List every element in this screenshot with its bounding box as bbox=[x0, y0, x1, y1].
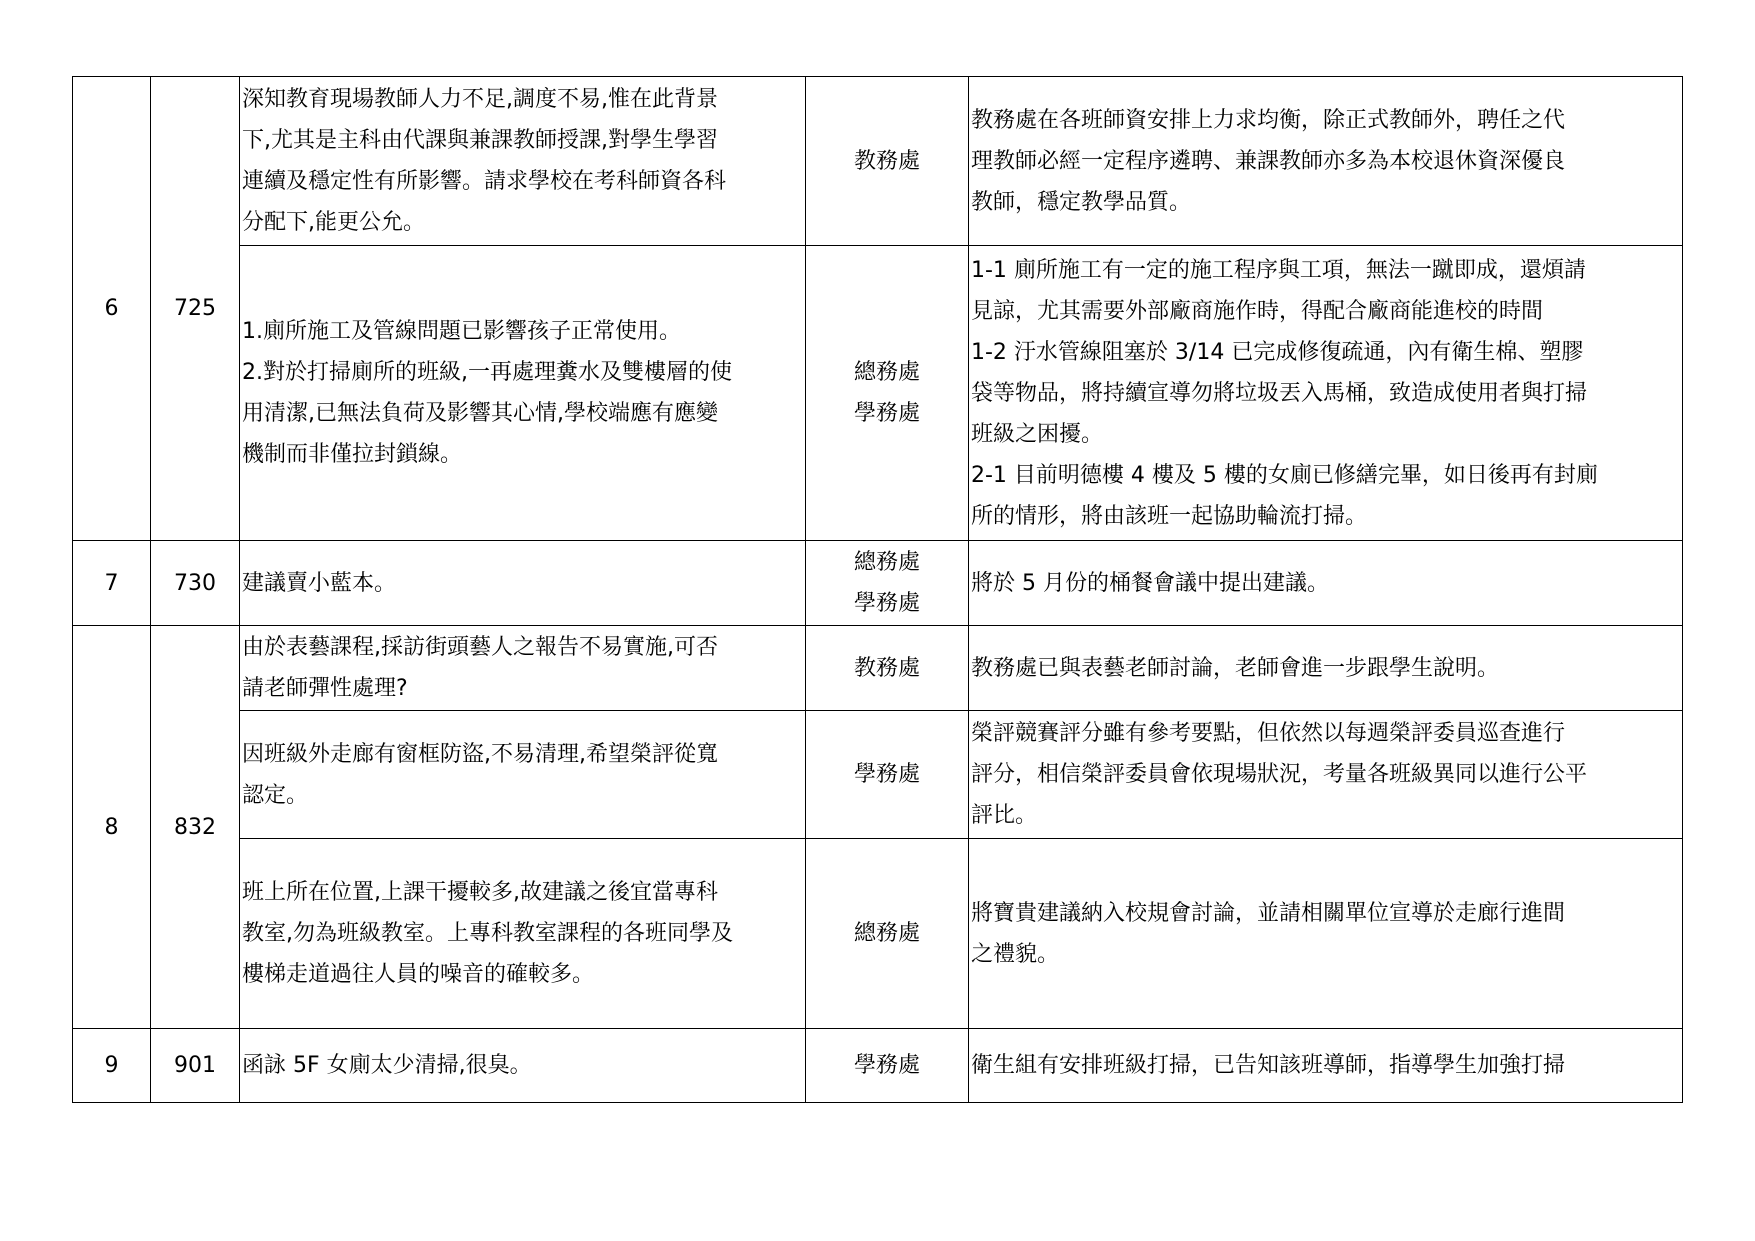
row-number-cell bbox=[73, 77, 151, 541]
response-line: 理教師必經一定程序遴聘、兼課教師亦多為本校退休資深優良 bbox=[971, 148, 1566, 174]
row-number: 8 bbox=[104, 814, 119, 840]
class-number: 832 bbox=[174, 814, 216, 840]
response-line: 將寶貴建議納入校規會討論，並請相關單位宣導於走廊行進間 bbox=[971, 900, 1566, 926]
question-line: 班上所在位置,上課干擾較多,故建議之後宜當專科 bbox=[242, 880, 718, 905]
suggestion-table bbox=[72, 76, 1683, 1103]
class-cell bbox=[151, 541, 240, 626]
response-line: 評分，相信榮評委員會依現場狀況，考量各班級異同以進行公平 bbox=[971, 762, 1588, 787]
question-cell bbox=[240, 626, 806, 711]
class-number: 725 bbox=[174, 296, 216, 321]
question-cell bbox=[240, 541, 806, 626]
question-line: 用清潔,已無法負荷及影響其心情,學校端應有應變 bbox=[242, 401, 718, 426]
response-cell bbox=[969, 246, 1683, 541]
response-line: 班級之困擾。 bbox=[971, 421, 1104, 447]
row-number-cell bbox=[73, 626, 151, 1029]
question-line: 2.對於打掃廁所的班級,一再處理糞水及雙樓層的使 bbox=[242, 360, 732, 385]
question-cell bbox=[240, 77, 806, 246]
question-line: 深知教育現場教師人力不足,調度不易,惟在此背景 bbox=[242, 87, 718, 112]
row-number-cell bbox=[73, 1029, 151, 1103]
response-line: 教務處已與表藝老師討論，老師會進一步跟學生說明。 bbox=[971, 655, 1500, 681]
department-cell bbox=[806, 711, 969, 839]
question-line: 建議賣小藍本。 bbox=[242, 570, 397, 596]
question-line: 函詠 5F 女廁太少清掃,很臭。 bbox=[242, 1053, 532, 1078]
department-name: 總務處 bbox=[853, 921, 920, 946]
question-line: 認定。 bbox=[242, 782, 309, 808]
department-cell bbox=[806, 541, 969, 626]
table-row bbox=[73, 839, 1683, 1029]
question-cell bbox=[240, 839, 806, 1029]
response-line: 將於 5 月份的桶餐會議中提出建議。 bbox=[971, 570, 1329, 596]
question-line: 下,尤其是主科由代課與兼課教師授課,對學生學習 bbox=[242, 128, 718, 153]
response-line: 教師，穩定教學品質。 bbox=[971, 189, 1192, 215]
response-line: 評比。 bbox=[971, 803, 1038, 828]
row-number: 6 bbox=[104, 296, 119, 321]
response-cell bbox=[969, 839, 1683, 1029]
department-name: 總務處 bbox=[853, 550, 920, 575]
department-name: 學務處 bbox=[853, 591, 920, 616]
question-line: 分配下,能更公允。 bbox=[242, 210, 425, 235]
table-row bbox=[73, 541, 1683, 626]
response-line: 所的情形，將由該班一起協助輪流打掃。 bbox=[971, 503, 1368, 529]
row-number: 9 bbox=[104, 1053, 119, 1078]
question-line: 教室,勿為班級教室。上專科教室課程的各班同學及 bbox=[242, 921, 733, 946]
question-line: 1.廁所施工及管線問題已影響孩子正常使用。 bbox=[242, 319, 681, 344]
table-body bbox=[73, 77, 1683, 1103]
department-cell bbox=[806, 839, 969, 1029]
row-number: 7 bbox=[104, 570, 119, 596]
table-row bbox=[73, 626, 1683, 711]
question-line: 由於表藝課程,採訪街頭藝人之報告不易實施,可否 bbox=[242, 635, 718, 660]
class-number: 730 bbox=[174, 570, 216, 596]
row-number-cell bbox=[73, 541, 151, 626]
department-name: 學務處 bbox=[853, 762, 920, 787]
response-line: 袋等物品，將持續宣導勿將垃圾丟入馬桶，致造成使用者與打掃 bbox=[971, 380, 1588, 406]
response-line: 見諒，尤其需要外部廠商施作時，得配合廠商能進校的時間 bbox=[971, 298, 1544, 324]
response-cell bbox=[969, 1029, 1683, 1103]
question-line: 樓梯走道過往人員的噪音的確較多。 bbox=[242, 962, 595, 987]
department-name: 學務處 bbox=[853, 401, 920, 426]
response-line: 2-1 目前明德樓 4 樓及 5 樓的女廁已修繕完畢，如日後再有封廁 bbox=[971, 462, 1598, 488]
response-line: 之禮貌。 bbox=[971, 941, 1060, 967]
table-row bbox=[73, 1029, 1683, 1103]
response-line: 衛生組有安排班級打掃，已告知該班導師，指導學生加強打掃 bbox=[971, 1053, 1566, 1078]
department-cell bbox=[806, 1029, 969, 1103]
department-cell bbox=[806, 77, 969, 246]
response-line: 1-1 廁所施工有一定的施工程序與工項，無法一蹴即成，還煩請 bbox=[971, 257, 1586, 283]
department-name: 教務處 bbox=[853, 148, 920, 174]
response-cell bbox=[969, 541, 1683, 626]
question-line: 因班級外走廊有窗框防盜,不易清理,希望榮評從寬 bbox=[242, 741, 718, 767]
response-line: 1-2 汙水管線阻塞於 3/14 已完成修復疏通，內有衛生棉、塑膠 bbox=[971, 339, 1584, 365]
department-name: 總務處 bbox=[853, 360, 920, 385]
department-cell bbox=[806, 626, 969, 711]
class-cell bbox=[151, 626, 240, 1029]
table-row bbox=[73, 246, 1683, 541]
response-line: 榮評競賽評分雖有參考要點，但依然以每週榮評委員巡查進行 bbox=[971, 721, 1566, 746]
question-cell bbox=[240, 711, 806, 839]
question-cell bbox=[240, 246, 806, 541]
response-cell bbox=[969, 626, 1683, 711]
question-cell bbox=[240, 1029, 806, 1103]
question-line: 機制而非僅拉封鎖線。 bbox=[242, 442, 463, 467]
department-name: 學務處 bbox=[853, 1053, 920, 1078]
department-cell bbox=[806, 246, 969, 541]
class-number: 901 bbox=[174, 1053, 216, 1078]
class-cell bbox=[151, 1029, 240, 1103]
response-cell bbox=[969, 711, 1683, 839]
table-row bbox=[73, 77, 1683, 246]
table-row bbox=[73, 711, 1683, 839]
department-name: 教務處 bbox=[853, 655, 920, 681]
class-cell bbox=[151, 77, 240, 541]
question-line: 連續及穩定性有所影響。請求學校在考科師資各科 bbox=[242, 169, 727, 194]
response-line: 教務處在各班師資安排上力求均衡，除正式教師外，聘任之代 bbox=[971, 107, 1566, 133]
response-cell bbox=[969, 77, 1683, 246]
question-line: 請老師彈性處理? bbox=[242, 676, 408, 701]
